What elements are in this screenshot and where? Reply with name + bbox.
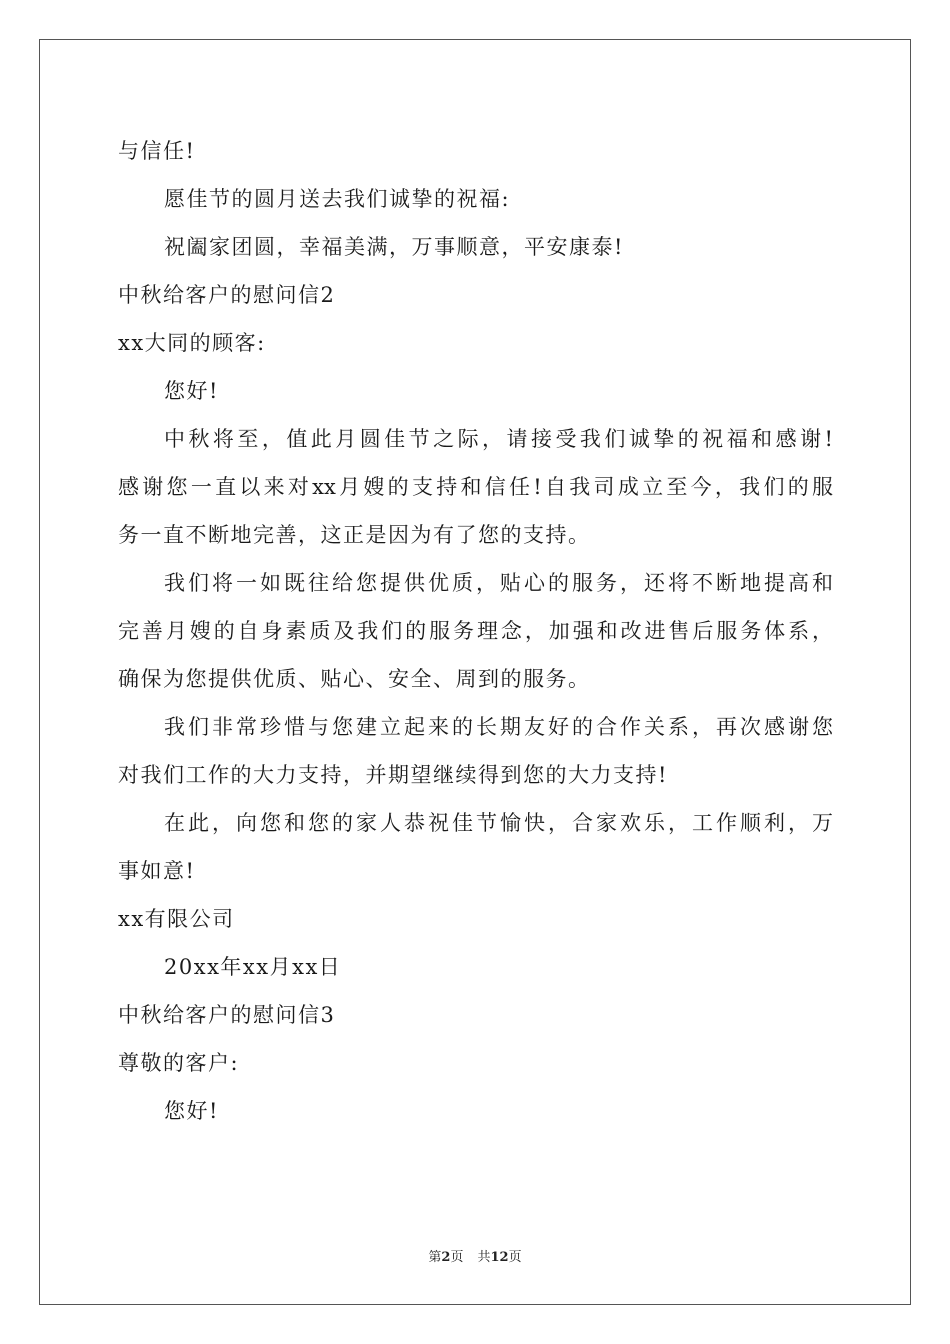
paragraph-line: 对我们工作的大力支持，并期望继续得到您的大力支持! <box>118 763 668 787</box>
paragraph-line: 中秋将至，值此月圆佳节之际，请接受我们诚挚的祝福和感谢! <box>164 427 833 451</box>
page-prefix: 第 <box>428 1250 442 1265</box>
salutation: 尊敬的客户: <box>118 1051 240 1075</box>
paragraph-line: 与信任! <box>118 139 196 163</box>
letter-heading: 中秋给客户的慰问信3 <box>118 1003 336 1027</box>
total-prefix: 共 <box>477 1250 491 1265</box>
document-body <box>118 127 833 1135</box>
greeting: 您好! <box>164 379 219 403</box>
letter-heading: 中秋给客户的慰问信2 <box>118 283 336 307</box>
total-suffix: 页 <box>508 1250 522 1265</box>
paragraph-line: 感谢您一直以来对xx月嫂的支持和信任!自我司成立至今，我们的服 <box>118 475 833 499</box>
paragraph-line: 完善月嫂的自身素质及我们的服务理念，加强和改进售后服务体系， <box>118 619 833 643</box>
paragraph-line: 愿佳节的圆月送去我们诚挚的祝福: <box>164 187 511 211</box>
salutation: xx大同的顾客: <box>118 331 266 355</box>
paragraph-line: 祝阖家团圆，幸福美满，万事顺意，平安康泰! <box>164 235 624 259</box>
page-footer <box>0 1246 950 1265</box>
signature-date: 20xx年xx月xx日 <box>164 955 342 979</box>
paragraph-line: 事如意! <box>118 859 196 883</box>
paragraph-line: 确保为您提供优质、贴心、安全、周到的服务。 <box>118 667 591 691</box>
paragraph-line: 在此，向您和您的家人恭祝佳节愉快，合家欢乐，工作顺利，万 <box>164 811 833 835</box>
paragraph-line: 务一直不断地完善，这正是因为有了您的支持。 <box>118 523 591 547</box>
paragraph-line: 我们非常珍惜与您建立起来的长期友好的合作关系，再次感谢您 <box>164 715 833 739</box>
page-suffix: 页 <box>450 1250 464 1265</box>
page-number: 2 <box>441 1250 451 1265</box>
total-pages: 12 <box>490 1250 509 1265</box>
signature-company: xx有限公司 <box>118 907 235 931</box>
greeting: 您好! <box>164 1099 219 1123</box>
paragraph-line: 我们将一如既往给您提供优质，贴心的服务，还将不断地提高和 <box>164 571 833 595</box>
